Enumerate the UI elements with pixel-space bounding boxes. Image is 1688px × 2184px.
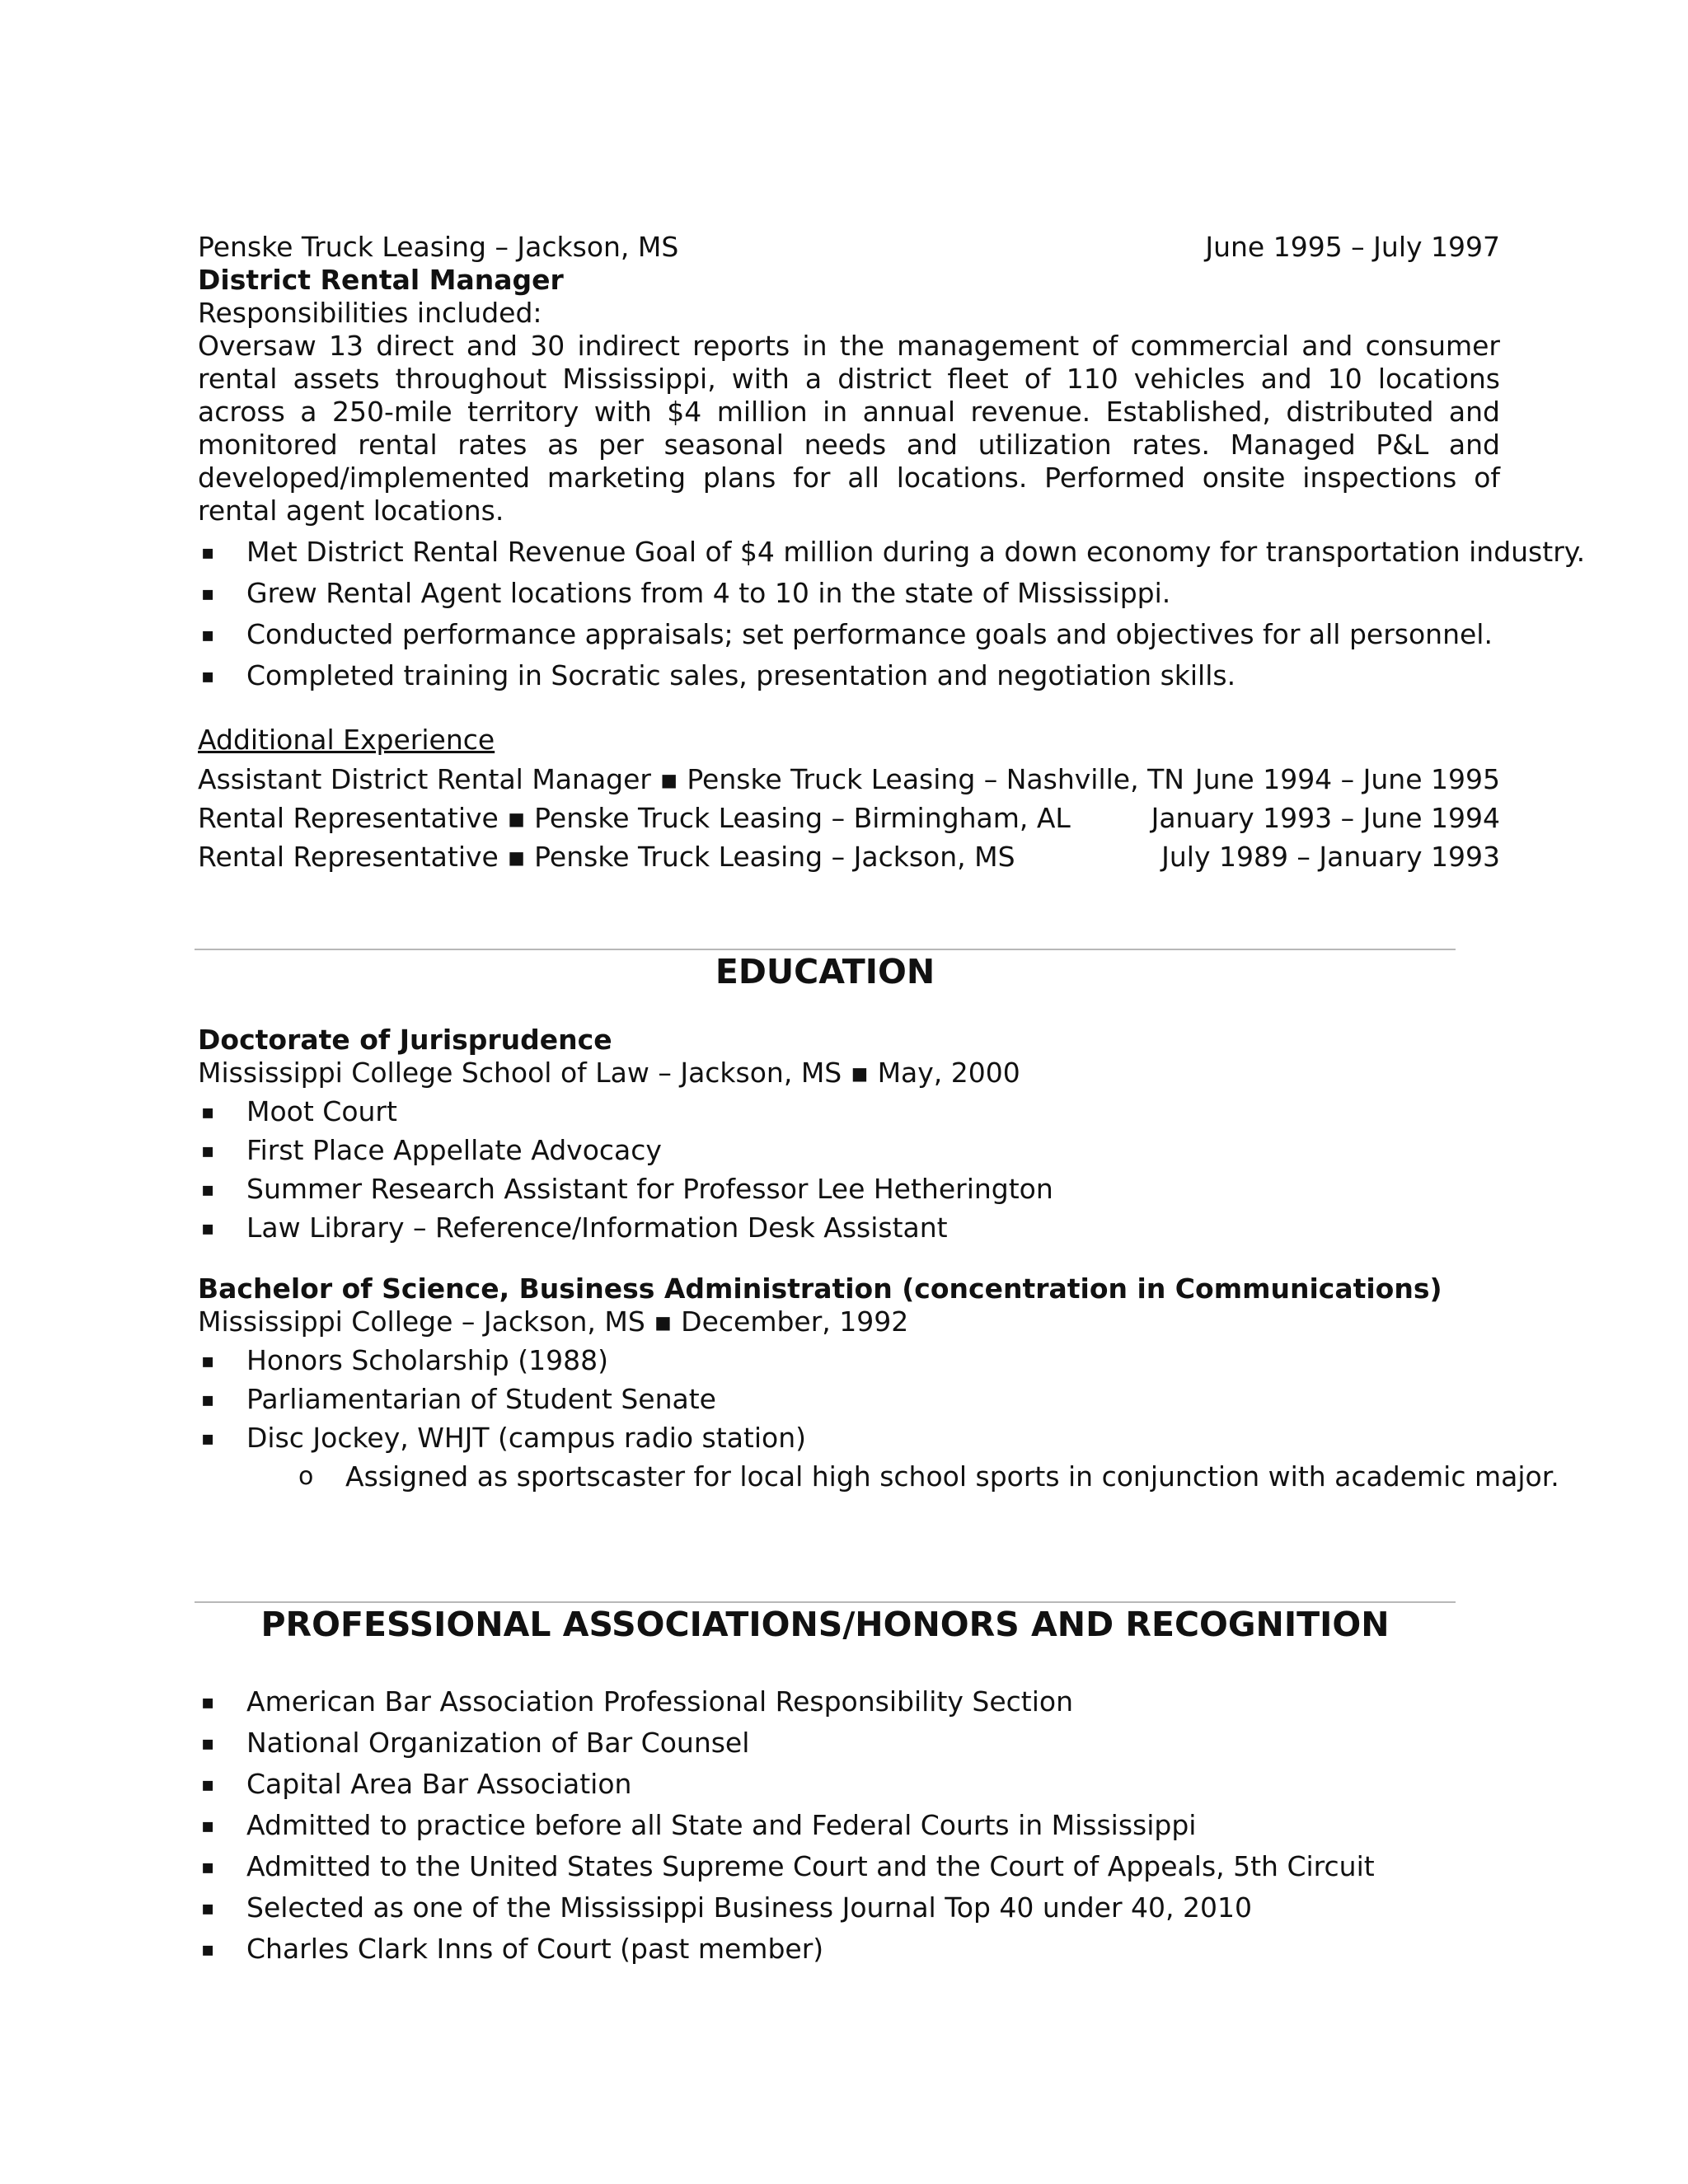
bs-bullets — [198, 1344, 1500, 1455]
square-bullet-icon: ▪ — [201, 1178, 215, 1201]
list-item: ▪ Capital Area Bar Association — [201, 1768, 632, 1800]
job-description: Oversaw 13 direct and 30 indirect reports in the management of commercial and consumer rental assets throughout Mississippi, with a district fleet of 110 vehicles and 10 locations across a 250-mile territory with $4 million in annual revenue. Established, distributed and monitored rental rates as per seasonal needs and utilization rates. Managed P&L and developed/implemented marketing plans for all locations. Performed onsite inspections of rental agent locations. — [198, 330, 1500, 527]
list-item: ▪ Met District Rental Revenue Goal of $4 million during a down economy for transportation industry. — [201, 536, 1586, 568]
experience-row: Rental Representative ▪ Penske Truck Leasing – Jackson, MS July 1989 – January 1993 — [198, 841, 1500, 873]
list-item: ▪ Parliamentarian of Student Senate — [201, 1383, 716, 1415]
list-item: o Assigned as sportscaster for local high school sports in conjunction with academic major. — [298, 1460, 1559, 1493]
list-item: ▪ Completed training in Socratic sales, presentation and negotiation skills. — [201, 659, 1236, 691]
list-item: ▪ Selected as one of the Mississippi Business Journal Top 40 under 40, 2010 — [201, 1891, 1252, 1924]
section-divider — [195, 1601, 1456, 1603]
square-bullet-icon: ▪ — [201, 1388, 215, 1411]
square-bullet-icon: ▪ — [201, 1855, 215, 1878]
square-bullet-icon: ▪ — [201, 1690, 215, 1713]
square-bullet-icon: ▪ — [201, 1814, 215, 1837]
section-divider — [195, 949, 1456, 950]
company-line: Penske Truck Leasing – Jackson, MS — [198, 231, 679, 263]
experience-row: Assistant District Rental Manager ▪ Penske Truck Leasing – Nashville, TN June 1994 – June 1995 — [198, 763, 1500, 795]
square-bullet-icon: ▪ — [201, 541, 215, 564]
square-bullet-icon: ▪ — [201, 623, 215, 646]
list-item: ▪ Grew Rental Agent locations from 4 to 10 in the state of Mississippi. — [201, 577, 1171, 609]
list-item: ▪ Admitted to practice before all State and Federal Courts in Mississippi — [201, 1809, 1197, 1841]
bs-school: Mississippi College – Jackson, MS ▪ December, 1992 — [198, 1305, 909, 1338]
circle-bullet-icon: o — [298, 1462, 314, 1491]
jd-school: Mississippi College School of Law – Jackson, MS ▪ May, 2000 — [198, 1057, 1020, 1089]
job-header-row — [198, 231, 1500, 264]
square-bullet-icon: ▪ — [201, 1896, 215, 1919]
list-item: ▪ Admitted to the United States Supreme Court and the Court of Appeals, 5th Circuit — [201, 1850, 1375, 1882]
experience-row: Rental Representative ▪ Penske Truck Leasing – Birmingham, AL January 1993 – June 1994 — [198, 802, 1500, 834]
square-bullet-icon: ▪ — [201, 1349, 215, 1372]
penske-job — [198, 231, 1586, 874]
associations-heading: PROFESSIONAL ASSOCIATIONS/HONORS AND RECOGNITION — [260, 1605, 1390, 1644]
square-bullet-icon: ▪ — [201, 1139, 215, 1162]
job-dates: June 1995 – July 1997 — [1205, 231, 1500, 263]
square-bullet-icon: ▪ — [201, 1938, 215, 1961]
square-bullet-icon: ▪ — [201, 582, 215, 605]
square-bullet-icon: ▪ — [201, 1732, 215, 1755]
additional-experience-heading: Additional Experience — [198, 724, 495, 756]
job-title: District Rental Manager — [198, 264, 564, 296]
square-bullet-icon: ▪ — [201, 1100, 215, 1123]
list-item: ▪ Honors Scholarship (1988) — [201, 1344, 608, 1376]
square-bullet-icon: ▪ — [201, 1773, 215, 1796]
list-item: ▪ National Organization of Bar Counsel — [201, 1727, 750, 1759]
jd-degree: Doctorate of Jurisprudence — [198, 1024, 612, 1056]
list-item: ▪ American Bar Association Professional Responsibility Section — [201, 1685, 1074, 1718]
bs-degree: Bachelor of Science, Business Administration (concentration in Communications) — [198, 1272, 1442, 1305]
list-item: ▪ First Place Appellate Advocacy — [201, 1134, 662, 1166]
list-item: ▪ Charles Clark Inns of Court (past member) — [201, 1933, 824, 1965]
additional-experience-list — [198, 763, 1500, 874]
jd-bullets — [198, 1095, 1500, 1244]
associations-section — [198, 1685, 1500, 1966]
square-bullet-icon: ▪ — [201, 664, 215, 687]
list-item: ▪ Summer Research Assistant for Professor Lee Hetherington — [201, 1173, 1053, 1205]
education-section — [198, 1024, 1559, 1493]
list-item: ▪ Disc Jockey, WHJT (campus radio station) — [201, 1422, 806, 1454]
associations-bullets — [198, 1685, 1500, 1966]
list-item: ▪ Moot Court — [201, 1095, 397, 1127]
list-item: ▪ Conducted performance appraisals; set performance goals and objectives for all personnel. — [201, 618, 1493, 650]
list-item: ▪ Law Library – Reference/Information Desk Assistant — [201, 1212, 948, 1244]
education-heading: EDUCATION — [715, 952, 935, 991]
responsibilities-label: Responsibilities included: — [198, 297, 542, 329]
square-bullet-icon: ▪ — [201, 1427, 215, 1450]
square-bullet-icon: ▪ — [201, 1216, 215, 1240]
job-bullets — [198, 536, 1586, 692]
bs-sub-bullets — [198, 1460, 1559, 1493]
